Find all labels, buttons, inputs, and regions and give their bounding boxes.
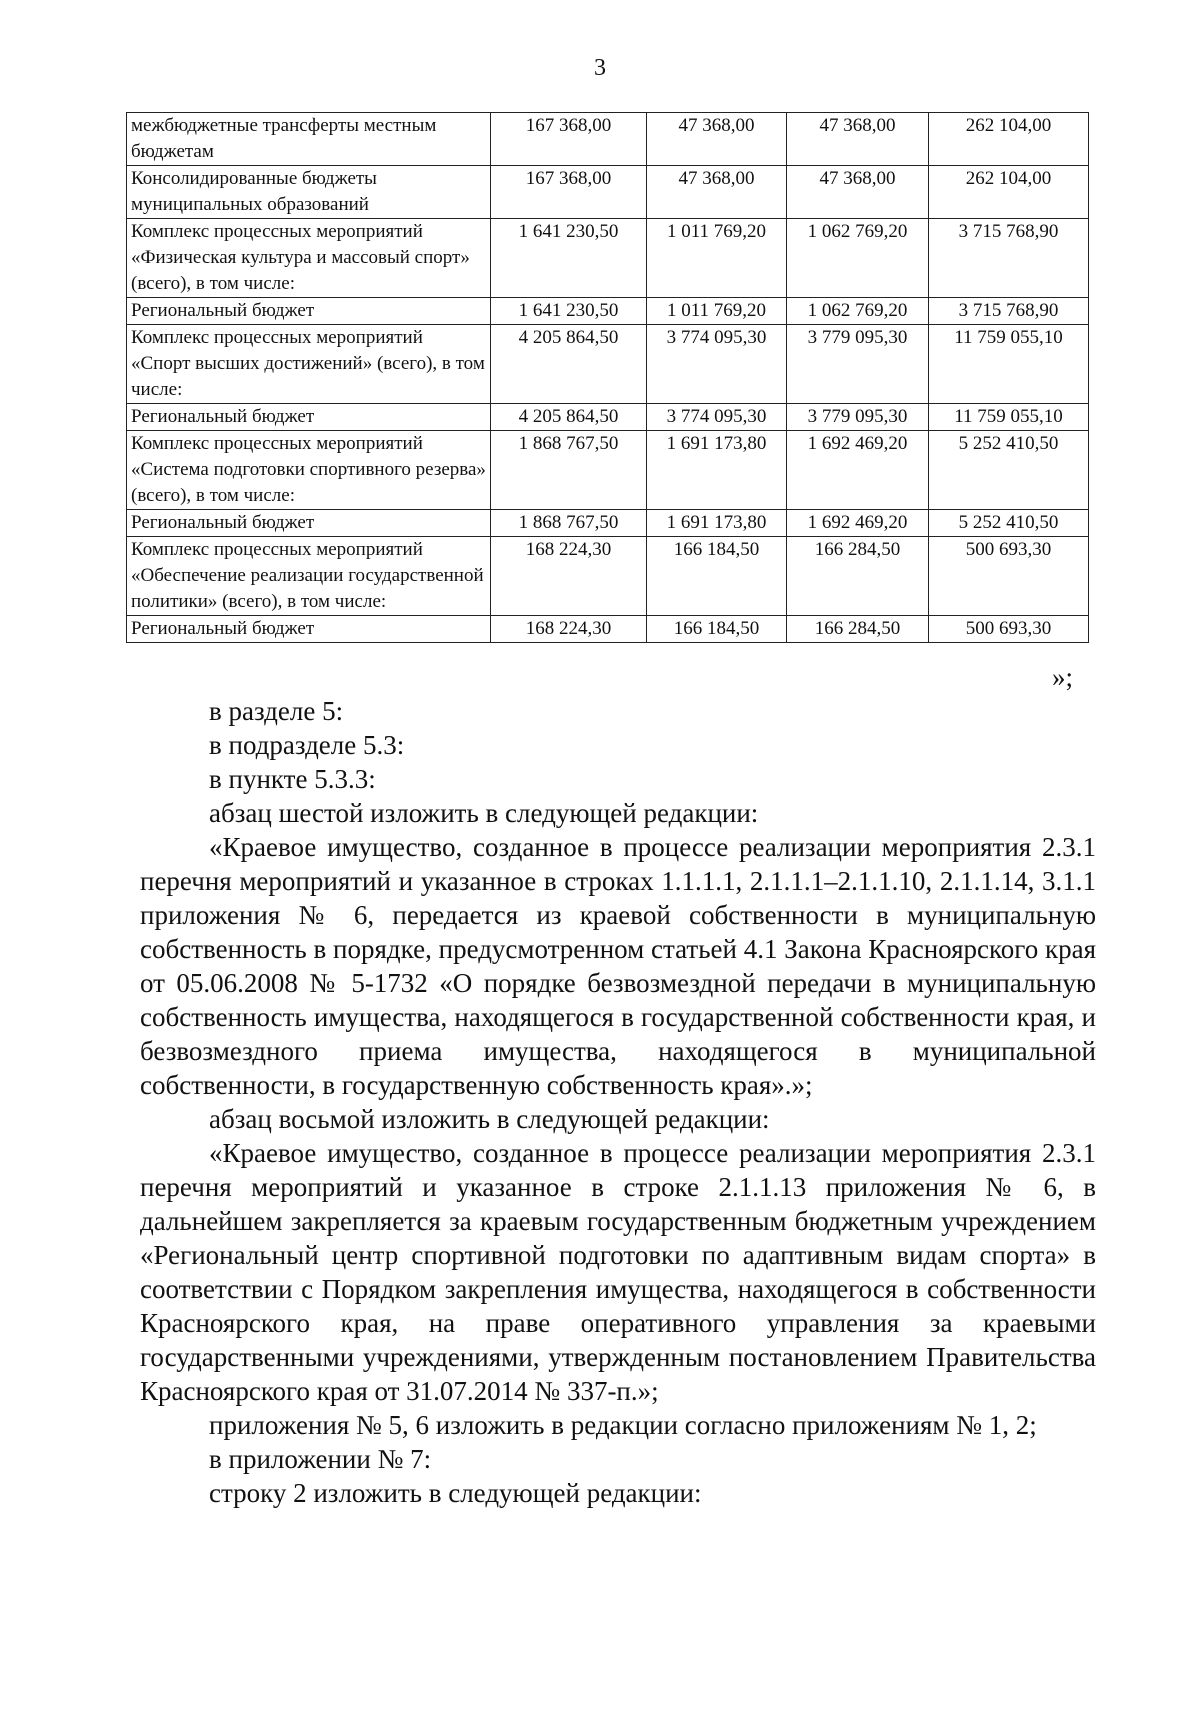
row-label: межбюджетные трансферты местным бюджетам (127, 113, 491, 166)
value-cell: 3 779 095,30 (787, 325, 929, 404)
value-cell: 500 693,30 (929, 616, 1089, 643)
value-cell: 47 368,00 (787, 113, 929, 166)
quoted-paragraph-6: «Краевое имущество, созданное в процессе реализации мероприятия 2.3.1 перечня мероприятий и указанное в строках 1.1.1.1, 2.1.1.1–2.1.1.10, 2.1.1.14, 3.1.1 приложения № 6, передается из краевой собственности в муниципальную собственность в порядке, предусмотренном статьей 4.1 Закона Красноярского края от 05.06.2008 № 5-1732 «О порядке безвозмездной передачи в муниципальную собственность имущества, находящегося в государственной собственности края, и безвозмездного приема имущества, находящегося в муниципальной собственности, в государственную собственность края».»; (140, 832, 1096, 1100)
value-cell: 262 104,00 (929, 113, 1089, 166)
value-cell: 166 184,50 (647, 537, 787, 616)
row-label: Комплекс процессных мероприятий «Обеспечение реализации государственной политики» (всего), в том числе: (127, 537, 491, 616)
value-cell: 1 062 769,20 (787, 298, 929, 325)
value-cell: 3 715 768,90 (929, 298, 1089, 325)
value-cell: 1 062 769,20 (787, 219, 929, 298)
value-cell: 1 691 173,80 (647, 431, 787, 510)
quoted-paragraph-8: «Краевое имущество, созданное в процессе реализации мероприятия 2.3.1 перечня мероприятий и указанное в строке 2.1.1.13 приложения № 6, в дальнейшем закрепляется за краевым государственным бюджетным учреждением «Региональный центр спортивной подготовки по адаптивным видам спорта» в соответствии с Порядком закрепления имущества, находящегося в собственности Красноярского края, на праве оперативного управления за краевыми государственными учреждениями, утвержденным постановлением Правительства Красноярского края от 31.07.2014 № 337-п.»; (140, 1138, 1096, 1406)
value-cell: 262 104,00 (929, 166, 1089, 219)
row-label: Региональный бюджет (127, 616, 491, 643)
value-cell: 1 868 767,50 (491, 510, 647, 537)
value-cell: 5 252 410,50 (929, 510, 1089, 537)
value-cell: 4 205 864,50 (491, 404, 647, 431)
value-cell: 166 284,50 (787, 537, 929, 616)
value-cell: 3 774 095,30 (647, 404, 787, 431)
value-cell: 168 224,30 (491, 537, 647, 616)
value-cell: 47 368,00 (647, 113, 787, 166)
value-cell: 1 011 769,20 (647, 219, 787, 298)
value-cell: 1 691 173,80 (647, 510, 787, 537)
row-label: Комплекс процессных мероприятий «Система подготовки спортивного резерва» (всего), в том числе: (127, 431, 491, 510)
item-reference: в пункте 5.3.3: (209, 764, 376, 794)
value-cell: 3 715 768,90 (929, 219, 1089, 298)
value-cell: 166 184,50 (647, 616, 787, 643)
value-cell: 47 368,00 (647, 166, 787, 219)
value-cell: 11 759 055,10 (929, 404, 1089, 431)
row-2-instruction: строку 2 изложить в следующей редакции: (209, 1478, 702, 1508)
budget-table-body (127, 113, 1089, 643)
table-row (127, 537, 1089, 616)
section-reference: в разделе 5: (209, 696, 344, 726)
value-cell: 168 224,30 (491, 616, 647, 643)
document-body (140, 694, 1096, 1510)
value-cell: 1 692 469,20 (787, 431, 929, 510)
value-cell: 166 284,50 (787, 616, 929, 643)
value-cell: 500 693,30 (929, 537, 1089, 616)
row-label: Комплекс процессных мероприятий «Физическая культура и массовый спорт» (всего), в том числе: (127, 219, 491, 298)
value-cell: 47 368,00 (787, 166, 929, 219)
value-cell: 3 774 095,30 (647, 325, 787, 404)
value-cell: 167 368,00 (491, 166, 647, 219)
table-row (127, 325, 1089, 404)
table-row (127, 404, 1089, 431)
table-row (127, 166, 1089, 219)
row-label: Региональный бюджет (127, 404, 491, 431)
table-row (127, 219, 1089, 298)
row-label: Комплекс процессных мероприятий «Спорт высших достижений» (всего), в том числе: (127, 325, 491, 404)
row-label: Региональный бюджет (127, 298, 491, 325)
page-number: 3 (594, 55, 606, 81)
row-label: Региональный бюджет (127, 510, 491, 537)
closing-quote: »; (1052, 662, 1074, 692)
table-row (127, 113, 1089, 166)
subsection-reference: в подразделе 5.3: (209, 730, 405, 760)
appendix-instruction: приложения № 5, 6 изложить в редакции согласно приложениям № 1, 2; (209, 1410, 1037, 1440)
value-cell: 1 641 230,50 (491, 298, 647, 325)
row-label: Консолидированные бюджеты муниципальных образований (127, 166, 491, 219)
appendix-7-reference: в приложении № 7: (209, 1444, 432, 1474)
value-cell: 167 368,00 (491, 113, 647, 166)
value-cell: 11 759 055,10 (929, 325, 1089, 404)
value-cell: 3 779 095,30 (787, 404, 929, 431)
value-cell: 1 641 230,50 (491, 219, 647, 298)
value-cell: 1 868 767,50 (491, 431, 647, 510)
table-row (127, 510, 1089, 537)
table-row (127, 431, 1089, 510)
budget-table (126, 112, 1089, 643)
table-row (127, 298, 1089, 325)
value-cell: 4 205 864,50 (491, 325, 647, 404)
value-cell: 1 011 769,20 (647, 298, 787, 325)
instruction-paragraph-8: абзац восьмой изложить в следующей редакции: (209, 1104, 770, 1134)
value-cell: 1 692 469,20 (787, 510, 929, 537)
instruction-paragraph-6: абзац шестой изложить в следующей редакции: (209, 798, 759, 828)
value-cell: 5 252 410,50 (929, 431, 1089, 510)
table-row (127, 616, 1089, 643)
